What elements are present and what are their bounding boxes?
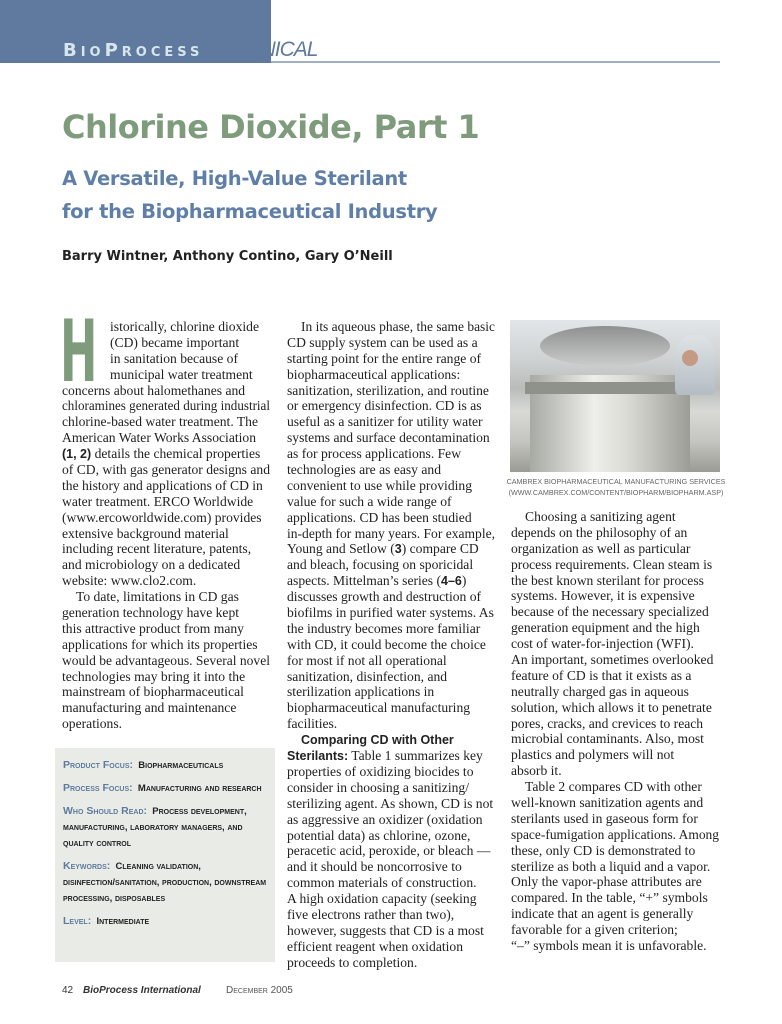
text-line [287,573,495,589]
text-line [62,510,270,526]
text-line-content: common materials of construction. [287,875,477,891]
text-line-content: sterilization applications in [287,684,435,700]
text-line [511,779,719,795]
text-line-content: as for process applications. Few [287,446,462,462]
text-line-content: systems and surface decontamination [287,430,490,446]
publication-name: BioProcess International [83,985,201,996]
text-line-content: water treatment. ERCO Worldwide [62,493,254,509]
text-line [287,780,495,796]
text-line-content: convenient to use while providing [287,477,472,493]
text-line-content: To date, limitations in CD gas [76,589,239,605]
text-line [62,478,270,494]
text-line [511,684,719,700]
text-line-content: neutrally charged gas in aqueous [511,683,689,699]
text-line [511,636,719,652]
text-line [62,494,270,510]
text-line-content: Only the vapor-phase attributes are [511,874,702,890]
text-line-content: extensive background material [62,525,229,541]
text-line [511,557,719,573]
text-line [287,335,495,351]
text-line-content: Comparing CD with Other [301,733,454,748]
text-line-content: website: www.clo2.com. [62,573,197,589]
text-line [62,589,270,605]
text-line [287,637,495,653]
text-line [511,525,719,541]
article-subtitle [62,162,437,228]
text-line-content: process requirements. Clean steam is [511,556,713,572]
text-line-content: the history and applications of CD in [62,477,263,493]
text-line [62,700,270,716]
text-line [287,446,495,462]
text-line-content: generation technology have kept [62,605,240,621]
text-line-content: or emergency disinfection. CD is as [287,398,482,414]
text-line [287,875,495,891]
text-line-content: (www.ercoworldwide.com) provides [62,509,262,525]
text-line-content: Choosing a sanitizing agent [525,509,676,524]
text-line [62,669,270,685]
text-line-content: “–” symbols mean it is unfavorable. [511,938,707,954]
text-line [287,923,495,939]
text-line [62,573,270,589]
text-line-content: consider in choosing a sanitizing/ [287,779,469,795]
text-line-content: as aggressive an oxidizer (oxidation [287,811,483,827]
text-line-content: peracetic acid, peroxide, or bleach — [287,843,491,859]
text-line-content: aspects. Mittelman’s series (4–6) [287,573,467,589]
vessel-lid [540,326,670,366]
text-line [511,747,719,763]
text-line-content: municipal water treatment [110,366,253,382]
text-line [62,319,270,335]
text-line-content: five electrons rather than two), [287,906,455,922]
vessel-rim [525,382,695,394]
text-line-content: these, only CD is demonstrated to [511,842,696,858]
text-line [511,620,719,636]
text-line [62,621,270,637]
info-product-focus: Product Focus: Biopharmaceuticals [63,759,224,771]
text-line-content: would be advantageous. Several novel [62,652,270,668]
text-line-content: feature of CD is that it exists as a [511,667,692,683]
text-line-content: efficient reagent when oxidation [287,938,464,954]
text-line-content: Sterilants: Table 1 summarizes key [287,748,483,764]
text-line [62,557,270,573]
text-line [62,684,270,700]
text-line [287,494,495,510]
subtitle-line: for the Biopharmaceutical Industry [62,200,438,223]
text-line-content: compared. In the table, “+” symbols [511,890,708,906]
text-line-content: organization as well as particular [511,540,691,556]
text-line [287,478,495,494]
text-line [287,891,495,907]
text-line-content: space-fumigation applications. Among [511,826,720,842]
text-line [511,604,719,620]
caption-line: (WWW.CAMBREX.COM/CONTENT/BIOPHARM/BIOPHARM.ASP) [508,488,724,497]
text-line [287,669,495,685]
text-line-content: Young and Setlow (3) compare CD [287,541,479,557]
text-line-content: potential data) as chlorine, ozone, [287,827,471,843]
text-line-content: and it should be noncorrosive to [287,859,462,875]
text-line [511,843,719,859]
text-line-content: chloramines generated during industrial [62,398,271,414]
text-line [287,367,495,383]
text-line-content: absorb it. [511,763,562,779]
text-line-content: facilities. [287,716,338,732]
text-line-content: (CD) became important [110,334,240,350]
text-line-content: CD supply system can be used as a [287,334,478,350]
text-line [287,414,495,430]
text-line-content: the best known sterilant for process [511,572,704,588]
text-line [287,796,495,812]
text-line-content: technologies are as easy and [287,462,441,478]
info-who-should-read: Who Should Read: Process development, manufacturing, laboratory managers, and quality control [63,805,247,849]
info-process-focus: Process Focus: Manufacturing and research [63,782,262,794]
text-line [287,621,495,637]
text-line [287,764,495,780]
bioreactor-photo [510,320,720,472]
section-label: TECHNICAL [207,38,318,61]
text-line [511,731,719,747]
text-line [511,890,719,906]
text-line [62,446,270,462]
text-line-content: favorable for a given criterion; [511,922,678,938]
text-line [511,509,719,525]
text-line [511,906,719,922]
text-line [62,637,270,653]
drop-cap: H [60,302,98,402]
text-line [511,827,719,843]
text-line [62,335,270,351]
text-line-content: cost of water-for-injection (WFI). [511,636,694,652]
text-line-content: technologies may bring it into the [62,668,246,684]
text-line [287,589,495,605]
text-line-content: (1, 2) details the chemical properties [62,446,261,462]
text-line [287,351,495,367]
text-line-content: value for such a wide range of [287,493,452,509]
text-line [62,430,270,446]
text-line-content: biofilms in purified water systems. As [287,605,494,621]
text-line-content: pores, cracks, and crevices to reach [511,715,704,731]
operator-face [682,350,698,366]
text-line-content: applications. CD has been studied [287,509,472,525]
text-line [511,922,719,938]
text-line-content: depends on the philosophy of an [511,524,688,540]
text-line-content: properties of oxidizing biocides to [287,763,474,779]
text-line [287,398,495,414]
text-line-content: A high oxidation capacity (seeking [287,891,477,907]
info-keywords: Keywords: Cleaning validation, disinfection/sanitation, production, downstream processing, disposables [63,860,267,904]
text-line-content: for most if not all operational [287,652,447,668]
text-line [287,812,495,828]
text-line [511,859,719,875]
text-line-content: proceeds to completion. [287,954,418,970]
header-rule [271,61,720,63]
text-line-content: Table 2 compares CD with other [525,779,702,795]
text-line [287,955,495,971]
text-line-content: sterilants used in gaseous form for [511,810,698,826]
text-line-content: because of the necessary specialized [511,604,709,620]
text-line [287,684,495,700]
text-line-content: useful as a sanitizer for utility water [287,414,483,430]
text-line [287,430,495,446]
text-line [511,652,719,668]
text-line-content: biopharmaceutical manufacturing [287,700,471,716]
text-line-content: sterilize as both a liquid and a vapor. [511,858,711,874]
text-line [62,526,270,542]
body-column-3 [511,509,719,954]
text-line [287,828,495,844]
text-line-content: sterilizing agent. As shown, CD is not [287,795,494,811]
photo-caption [505,476,727,498]
text-line [62,414,270,430]
text-line [511,541,719,557]
text-line-content: solution, which allows it to penetrate [511,699,712,715]
text-line [287,319,495,335]
text-line-content: this attractive product from many [62,620,244,636]
body-column-2 [287,319,495,971]
text-line-content: manufacturing and maintenance [62,700,237,716]
text-line [287,526,495,542]
text-line-content: starting point for the entire range of [287,350,482,366]
authors: Barry Wintner, Anthony Contino, Gary O’Neill [62,249,393,264]
text-line-content: applications for which its properties [62,636,258,652]
text-line [287,939,495,955]
caption-line: CAMBREX BIOPHARMACEUTICAL MANUFACTURING SERVICES [506,477,726,486]
text-line [62,462,270,478]
text-line-content: including recent literature, patents, [62,541,252,557]
text-line-content: the industry becomes more familiar [287,620,481,636]
text-line [287,700,495,716]
text-line-content: In its aqueous phase, the same basic [301,319,496,334]
text-line-content: An important, sometimes overlooked [511,652,714,668]
operator-figure [675,335,715,395]
text-line [287,907,495,923]
text-line [62,398,270,414]
text-line-content: in-depth for many years. For example, [287,525,495,541]
text-line [287,732,495,748]
text-line [62,605,270,621]
text-line [511,811,719,827]
text-line [511,874,719,890]
text-line-content: plastics and polymers will not [511,747,675,763]
text-line-content: however, suggests that CD is a most [287,922,484,938]
text-line [62,383,270,399]
text-line-content: chlorine-based water treatment. The [62,414,259,430]
text-line-content: discusses growth and destruction of [287,589,482,605]
brand-wordmark: BioProcess [63,40,204,61]
text-line [287,383,495,399]
text-line [511,668,719,684]
info-level: Level: Intermediate [63,915,150,927]
text-line [287,510,495,526]
text-line [62,367,270,383]
article-info-box [55,748,275,962]
text-line-content: systems. However, it is expensive [511,588,695,604]
article-title: Chlorine Dioxide, Part 1 [62,108,480,146]
text-line-content: and bleach, focusing on sporicidal [287,557,474,573]
text-line-content: mainstream of biopharmaceutical [62,684,244,700]
text-line-content: of CD, with gas generator designs and [62,462,270,478]
text-line-content: concerns about halomethanes and [62,382,246,398]
text-line-content: generation equipment and the high [511,620,700,636]
page-number: 42 [62,985,74,996]
text-line [287,462,495,478]
text-line [511,716,719,732]
text-line-content: istorically, chlorine dioxide [110,319,259,334]
text-line-content: sanitization, sterilization, and routine [287,382,489,398]
text-line-content: and microbiology on a dedicated [62,557,241,573]
text-line [511,938,719,954]
text-line-content: well-known sanitization agents and [511,795,704,811]
text-line [287,716,495,732]
header-wordmark-row [63,38,317,63]
text-line-content: operations. [62,716,123,732]
text-line [62,351,270,367]
text-line [511,795,719,811]
text-line [287,541,495,557]
issue-date: December 2005 [226,985,293,996]
subtitle-line: A Versatile, High-Value Sterilant [62,167,407,190]
text-line [287,748,495,764]
text-line-content: indicate that an agent is generally [511,906,694,922]
text-line-content: sanitization, disinfection, and [287,668,448,684]
text-line-content: in sanitation because of [110,350,238,366]
text-line [62,653,270,669]
text-line [62,541,270,557]
body-column-1 [62,319,270,732]
text-line [287,859,495,875]
text-line [511,573,719,589]
text-line [287,605,495,621]
text-line-content: biopharmaceutical applications: [287,366,461,382]
text-line-content: American Water Works Association [62,430,256,446]
text-line [287,843,495,859]
text-line [62,716,270,732]
text-line [511,588,719,604]
text-line [511,700,719,716]
text-line-content: with CD, it could become the choice [287,636,486,652]
text-line [511,763,719,779]
text-line-content: microbial contaminants. Also, most [511,731,704,747]
text-line [287,557,495,573]
text-line [287,653,495,669]
